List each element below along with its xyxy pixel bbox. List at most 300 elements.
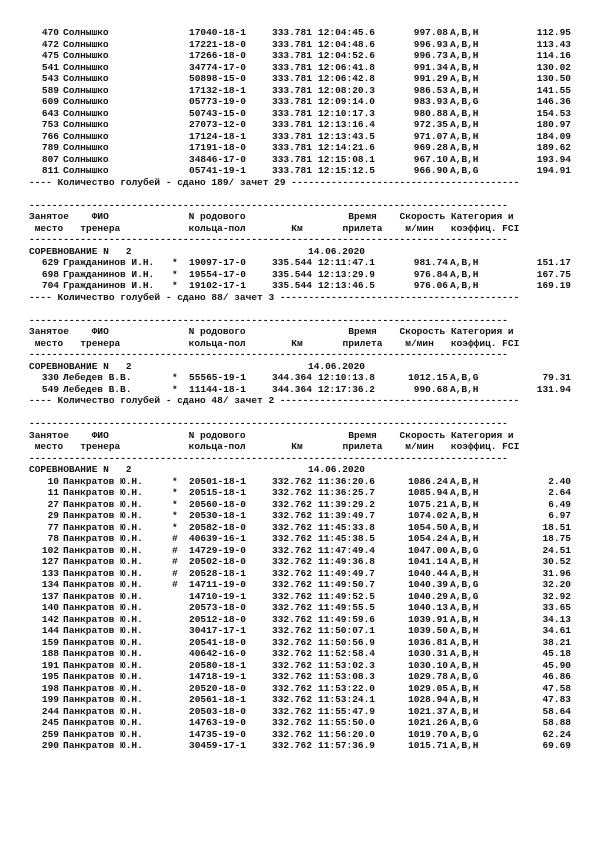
separator-line: ------------------------------------------------------------------------------------	[29, 418, 508, 429]
cell-coefficient: 146.36	[536, 96, 571, 107]
cell-arrival-time: 12:08:20.3	[318, 84, 376, 96]
cell-coefficient: 32.20	[542, 579, 571, 590]
cell-category: A,B,H	[450, 556, 479, 567]
cell-arrival-time: 12:13:43.5	[318, 130, 376, 142]
cell-category: A,B,H	[450, 602, 479, 613]
cell-mark: #	[172, 544, 178, 556]
cell-coefficient: 154.53	[536, 107, 571, 119]
cell-km: 333.781	[272, 142, 312, 153]
cell-ring: 20512-18-0	[189, 613, 247, 625]
cell-arrival-time: 11:36:20.6	[318, 475, 376, 487]
cell-place: 11	[47, 487, 59, 498]
column-header-line-2: место тренера кольца-пол Км прилета м/мин коэффиц. FCI	[29, 337, 520, 349]
cell-arrival-time: 12:10:13.8	[318, 372, 376, 383]
cell-place: 244	[41, 705, 59, 717]
cell-km: 332.762	[272, 498, 312, 510]
cell-speed: 991.34	[413, 61, 448, 73]
cell-ring: 05741-19-1	[189, 165, 247, 176]
summary-line: ---- Количество голубей - сдано 48/ зачет 2 ------------------------------------------	[29, 395, 520, 406]
cell-ring: 17124-18-1	[189, 130, 247, 142]
cell-trainer: Панкратов Ю.Н.	[63, 521, 143, 533]
table-row	[29, 153, 571, 166]
cell-mark: #	[172, 556, 178, 567]
table-row	[29, 625, 571, 637]
table-row	[29, 728, 571, 741]
cell-speed: 967.10	[413, 153, 448, 165]
table-row	[29, 27, 571, 39]
table-row	[29, 694, 571, 706]
cell-trainer: Солнышко	[63, 107, 109, 119]
table-row	[29, 84, 571, 97]
cell-ring: 20515-18-1	[189, 487, 247, 498]
cell-trainer: Панкратов Ю.Н.	[63, 671, 143, 682]
cell-speed: 996.93	[413, 38, 448, 50]
cell-arrival-time: 11:36:25.7	[318, 487, 376, 498]
cell-trainer: Солнышко	[63, 96, 109, 107]
cell-ring: 17132-18-1	[189, 84, 247, 96]
cell-coefficient: 58.64	[542, 705, 571, 717]
cell-arrival-time: 12:11:47.1	[318, 257, 376, 268]
cell-coefficient: 151.17	[536, 257, 571, 268]
cell-coefficient: 194.91	[536, 165, 571, 176]
cell-arrival-time: 12:13:16.4	[318, 119, 376, 130]
table-row	[29, 671, 571, 683]
cell-speed: 969.28	[413, 142, 448, 153]
cell-arrival-time: 12:06:41.8	[318, 61, 376, 73]
cell-trainer: Лебедев В.В.	[63, 383, 132, 395]
cell-coefficient: 167.75	[536, 268, 571, 280]
cell-speed: 1040.44	[408, 567, 448, 579]
table-row	[29, 119, 571, 131]
cell-km: 332.762	[272, 625, 312, 636]
cell-trainer: Солнышко	[63, 27, 109, 38]
cell-place: 753	[41, 119, 59, 130]
cell-category: A,B,H	[450, 487, 479, 498]
cell-coefficient: 6.49	[548, 498, 571, 510]
cell-arrival-time: 11:49:49.7	[318, 567, 376, 579]
cell-coefficient: 34.13	[542, 613, 571, 625]
cell-place: 133	[41, 567, 59, 579]
cell-speed: 1036.81	[408, 636, 448, 648]
cell-trainer: Лебедев В.В.	[63, 372, 132, 383]
cell-ring: 40642-16-0	[189, 648, 247, 659]
table-row	[29, 372, 571, 384]
separator-line: ------------------------------------------------------------------------------------	[29, 452, 508, 464]
cell-ring: 17266-18-0	[189, 50, 247, 61]
cell-ring: 20502-18-0	[189, 556, 247, 567]
cell-km: 333.781	[272, 130, 312, 142]
cell-ring: 20580-18-1	[189, 659, 247, 671]
cell-ring: 34846-17-0	[189, 153, 247, 165]
cell-arrival-time: 11:49:52.5	[318, 590, 376, 602]
cell-speed: 1054.24	[408, 533, 448, 544]
cell-coefficient: 131.94	[536, 383, 571, 395]
cell-trainer: Панкратов Ю.Н.	[63, 740, 143, 751]
cell-ring: 20528-18-1	[189, 567, 247, 579]
cell-place: 543	[41, 73, 59, 84]
cell-category: A,B,H	[450, 73, 479, 84]
table-row	[29, 280, 571, 292]
cell-category: A,B,H	[450, 521, 479, 533]
cell-ring: 20560-18-0	[189, 498, 247, 510]
cell-category: A,B,H	[450, 383, 479, 395]
separator-line: ------------------------------------------------------------------------------------	[29, 314, 508, 326]
cell-trainer: Солнышко	[63, 38, 109, 50]
cell-trainer: Панкратов Ю.Н.	[63, 705, 143, 717]
cell-ring: 11144-18-1	[189, 383, 247, 395]
cell-category: A,B,H	[450, 50, 479, 61]
cell-place: 259	[41, 728, 59, 740]
cell-category: A,B,H	[450, 84, 479, 96]
cell-place: 29	[47, 510, 59, 521]
cell-km: 332.762	[272, 579, 312, 590]
results-document	[29, 27, 571, 752]
cell-ring: 30459-17-1	[189, 740, 247, 751]
cell-speed: 1021.37	[408, 705, 448, 717]
cell-trainer: Солнышко	[63, 73, 109, 84]
cell-coefficient: 47.83	[542, 694, 571, 705]
cell-mark: *	[172, 510, 178, 521]
cell-km: 333.781	[272, 27, 312, 38]
cell-category: A,B,H	[450, 694, 479, 705]
competition-date: 14.06.2020	[308, 464, 366, 475]
cell-speed: 990.68	[413, 383, 448, 395]
cell-category: A,B,G	[450, 671, 479, 682]
table-row	[29, 38, 571, 51]
table-row	[29, 579, 571, 591]
cell-km: 332.762	[272, 556, 312, 567]
competition-line	[29, 246, 519, 258]
cell-speed: 1039.91	[408, 613, 448, 625]
cell-speed: 991.29	[413, 73, 448, 84]
cell-mark: *	[172, 372, 178, 383]
cell-coefficient: 46.86	[542, 671, 571, 682]
cell-coefficient: 141.55	[536, 84, 571, 96]
cell-km: 332.762	[272, 567, 312, 579]
cell-km: 332.762	[272, 475, 312, 487]
cell-place: 704	[41, 280, 59, 291]
cell-km: 333.781	[272, 73, 312, 84]
cell-arrival-time: 11:49:59.6	[318, 613, 376, 625]
column-header-line-1: Занятое ФИО N родового Время Скорость Категория и	[29, 211, 514, 222]
cell-place: 199	[41, 694, 59, 705]
column-header-line-2: место тренера кольца-пол Км прилета м/мин коэффиц. FCI	[29, 441, 520, 452]
cell-place: 77	[47, 521, 59, 533]
cell-trainer: Панкратов Ю.Н.	[63, 487, 143, 498]
cell-arrival-time: 11:39:49.7	[318, 510, 376, 521]
cell-category: A,B,H	[450, 613, 479, 625]
summary-line: ---- Количество голубей - сдано 189/ зачет 29 ----------------------------------------	[29, 176, 520, 188]
cell-ring: 27073-12-0	[189, 119, 247, 130]
cell-place: 10	[47, 475, 59, 487]
competition-title: СОРЕВНОВАНИЕ N 2	[29, 464, 132, 475]
cell-km: 333.781	[272, 50, 312, 61]
cell-arrival-time: 12:10:17.3	[318, 107, 376, 119]
cell-arrival-time: 11:57:36.9	[318, 740, 376, 751]
cell-speed: 1040.13	[408, 602, 448, 613]
cell-ring: 50743-15-0	[189, 107, 247, 119]
cell-km: 332.762	[272, 682, 312, 694]
cell-mark: *	[172, 498, 178, 510]
cell-speed: 1030.31	[408, 648, 448, 659]
cell-coefficient: 32.92	[542, 590, 571, 602]
cell-trainer: Солнышко	[63, 153, 109, 165]
cell-place: 470	[41, 27, 59, 38]
cell-category: A,B,G	[450, 717, 479, 728]
cell-speed: 1028.94	[408, 694, 448, 705]
cell-place: 589	[41, 84, 59, 96]
cell-trainer: Солнышко	[63, 119, 109, 130]
cell-place: 766	[41, 130, 59, 142]
cell-place: 137	[41, 590, 59, 602]
cell-arrival-time: 12:17:36.2	[318, 383, 376, 395]
cell-place: 811	[41, 165, 59, 176]
cell-place: 127	[41, 556, 59, 567]
cell-km: 332.762	[272, 671, 312, 682]
table-row	[29, 602, 571, 614]
table-row	[29, 383, 571, 396]
cell-category: A,B,H	[450, 268, 479, 280]
cell-coefficient: 79.31	[542, 372, 571, 383]
cell-place: 290	[41, 740, 59, 751]
cell-trainer: Панкратов Ю.Н.	[63, 556, 143, 567]
cell-speed: 983.93	[413, 96, 448, 107]
cell-trainer: Панкратов Ю.Н.	[63, 567, 143, 579]
cell-coefficient: 130.50	[536, 73, 571, 84]
cell-km: 333.781	[272, 84, 312, 96]
cell-place: 541	[41, 61, 59, 73]
table-row	[29, 268, 571, 281]
cell-coefficient: 18.75	[542, 533, 571, 544]
cell-category: A,B,H	[450, 257, 479, 268]
cell-trainer: Солнышко	[63, 84, 109, 96]
table-row	[29, 50, 571, 62]
separator-line: ------------------------------------------------------------------------------------	[29, 349, 508, 360]
cell-speed: 1085.94	[408, 487, 448, 498]
cell-trainer: Панкратов Ю.Н.	[63, 694, 143, 705]
cell-speed: 997.08	[413, 27, 448, 38]
cell-km: 332.762	[272, 740, 312, 751]
cell-km: 335.544	[272, 268, 312, 280]
cell-category: A,B,H	[450, 142, 479, 153]
cell-speed: 1054.50	[408, 521, 448, 533]
cell-place: 807	[41, 153, 59, 165]
table-row	[29, 533, 571, 545]
cell-speed: 976.84	[413, 268, 448, 280]
cell-place: 475	[41, 50, 59, 61]
cell-trainer: Солнышко	[63, 130, 109, 142]
cell-trainer: Панкратов Ю.Н.	[63, 613, 143, 625]
cell-ring: 55565-19-1	[189, 372, 247, 383]
cell-category: A,B,H	[450, 625, 479, 636]
cell-place: 698	[41, 268, 59, 280]
cell-place: 195	[41, 671, 59, 682]
cell-trainer: Солнышко	[63, 165, 109, 176]
cell-mark: *	[172, 257, 178, 268]
cell-category: A,B,H	[450, 659, 479, 671]
cell-km: 333.781	[272, 107, 312, 119]
cell-ring: 17191-18-0	[189, 142, 247, 153]
cell-arrival-time: 12:14:21.6	[318, 142, 376, 153]
table-row	[29, 107, 571, 120]
cell-coefficient: 47.58	[542, 682, 571, 694]
cell-km: 332.762	[272, 487, 312, 498]
cell-coefficient: 113.43	[536, 38, 571, 50]
cell-km: 335.544	[272, 280, 312, 291]
cell-speed: 966.90	[413, 165, 448, 176]
cell-place: 472	[41, 38, 59, 50]
cell-coefficient: 45.90	[542, 659, 571, 671]
cell-coefficient: 184.09	[536, 130, 571, 142]
cell-ring: 20561-18-1	[189, 694, 247, 705]
cell-speed: 1030.10	[408, 659, 448, 671]
table-row	[29, 96, 571, 108]
cell-arrival-time: 12:13:46.5	[318, 280, 376, 291]
cell-trainer: Панкратов Ю.Н.	[63, 498, 143, 510]
cell-arrival-time: 11:53:08.3	[318, 671, 376, 682]
cell-place: 198	[41, 682, 59, 694]
cell-speed: 1040.39	[408, 579, 448, 590]
cell-arrival-time: 12:09:14.0	[318, 96, 376, 107]
cell-km: 333.781	[272, 96, 312, 107]
cell-arrival-time: 11:53:22.0	[318, 682, 376, 694]
separator-line: ------------------------------------------------------------------------------------	[29, 199, 508, 211]
cell-km: 332.762	[272, 602, 312, 613]
cell-category: A,B,H	[450, 682, 479, 694]
cell-ring: 19554-17-0	[189, 268, 247, 280]
table-row	[29, 648, 571, 660]
table-row	[29, 257, 571, 269]
cell-ring: 50898-15-0	[189, 73, 247, 84]
cell-category: A,B,G	[450, 728, 479, 740]
cell-speed: 1015.71	[408, 740, 448, 751]
cell-km: 333.781	[272, 153, 312, 165]
cell-speed: 1086.24	[408, 475, 448, 487]
cell-arrival-time: 11:50:07.1	[318, 625, 376, 636]
cell-place: 159	[41, 636, 59, 648]
column-header-line-1: Занятое ФИО N родового Время Скорость Категория и	[29, 326, 514, 337]
cell-place: 144	[41, 625, 59, 636]
cell-category: A,B,H	[450, 567, 479, 579]
cell-category: A,B,H	[450, 533, 479, 544]
cell-arrival-time: 12:06:42.8	[318, 73, 376, 84]
cell-km: 332.762	[272, 705, 312, 717]
cell-km: 332.762	[272, 521, 312, 533]
cell-ring: 20501-18-1	[189, 475, 247, 487]
cell-coefficient: 38.21	[542, 636, 571, 648]
cell-coefficient: 24.51	[542, 544, 571, 556]
cell-km: 332.762	[272, 590, 312, 602]
cell-ring: 20582-18-0	[189, 521, 247, 533]
cell-category: A,B,G	[450, 165, 479, 176]
cell-km: 333.781	[272, 119, 312, 130]
cell-speed: 1021.26	[408, 717, 448, 728]
cell-arrival-time: 12:15:12.5	[318, 165, 376, 176]
cell-trainer: Панкратов Ю.Н.	[63, 659, 143, 671]
table-row	[29, 498, 571, 511]
cell-coefficient: 169.19	[536, 280, 571, 291]
cell-coefficient: 180.97	[536, 119, 571, 130]
cell-ring: 20503-18-0	[189, 705, 247, 717]
cell-arrival-time: 11:56:20.0	[318, 728, 376, 740]
table-row	[29, 590, 571, 603]
cell-km: 332.762	[272, 659, 312, 671]
cell-trainer: Панкратов Ю.Н.	[63, 590, 143, 602]
cell-speed: 1039.50	[408, 625, 448, 636]
cell-place: 549	[41, 383, 59, 395]
cell-ring: 20520-18-0	[189, 682, 247, 694]
cell-place: 643	[41, 107, 59, 119]
cell-ring: 30417-17-1	[189, 625, 247, 636]
cell-trainer: Гражданинов И.Н.	[63, 268, 155, 280]
cell-arrival-time: 12:04:45.6	[318, 27, 376, 38]
cell-place: 27	[47, 498, 59, 510]
cell-arrival-time: 11:50:56.9	[318, 636, 376, 648]
competition-date: 14.06.2020	[308, 360, 366, 372]
cell-trainer: Панкратов Ю.Н.	[63, 648, 143, 659]
cell-speed: 972.35	[413, 119, 448, 130]
table-row	[29, 567, 571, 580]
cell-coefficient: 34.61	[542, 625, 571, 636]
cell-coefficient: 30.52	[542, 556, 571, 567]
cell-trainer: Солнышко	[63, 61, 109, 73]
cell-ring: 20541-18-0	[189, 636, 247, 648]
cell-km: 332.762	[272, 694, 312, 705]
cell-mark: *	[172, 475, 178, 487]
cell-trainer: Солнышко	[63, 50, 109, 61]
cell-ring: 14711-19-0	[189, 579, 247, 590]
table-row	[29, 636, 571, 649]
separator-line: ------------------------------------------------------------------------------------	[29, 234, 508, 245]
cell-arrival-time: 11:49:55.5	[318, 602, 376, 613]
cell-arrival-time: 11:55:47.9	[318, 705, 376, 717]
cell-coefficient: 2.40	[548, 475, 571, 487]
cell-km: 332.762	[272, 510, 312, 521]
cell-trainer: Панкратов Ю.Н.	[63, 533, 143, 544]
cell-coefficient: 112.95	[536, 27, 571, 38]
cell-ring: 17221-18-0	[189, 38, 247, 50]
cell-trainer: Гражданинов И.Н.	[63, 257, 155, 268]
cell-trainer: Панкратов Ю.Н.	[63, 475, 143, 487]
competition-date: 14.06.2020	[308, 245, 366, 257]
cell-trainer: Панкратов Ю.Н.	[63, 682, 143, 694]
cell-coefficient: 114.16	[536, 50, 571, 61]
cell-speed: 976.06	[413, 280, 448, 291]
cell-speed: 1019.70	[408, 728, 448, 740]
cell-coefficient: 18.51	[542, 521, 571, 533]
cell-arrival-time: 12:04:52.6	[318, 50, 376, 61]
cell-ring: 05773-19-0	[189, 96, 247, 107]
cell-category: A,B,H	[450, 475, 479, 487]
cell-speed: 1040.29	[408, 590, 448, 602]
cell-arrival-time: 11:45:38.5	[318, 533, 376, 544]
cell-ring: 40639-16-1	[189, 533, 247, 544]
cell-coefficient: 193.94	[536, 153, 571, 165]
table-row	[29, 717, 571, 729]
table-row	[29, 487, 571, 499]
cell-coefficient: 31.96	[542, 567, 571, 579]
cell-ring: 14710-19-1	[189, 590, 247, 602]
cell-coefficient: 62.24	[542, 728, 571, 740]
cell-trainer: Панкратов Ю.Н.	[63, 510, 143, 521]
cell-mark: *	[172, 521, 178, 533]
table-row	[29, 613, 571, 626]
cell-place: 609	[41, 96, 59, 107]
cell-km: 332.762	[272, 636, 312, 648]
cell-ring: 20573-18-0	[189, 602, 247, 613]
cell-place: 78	[47, 533, 59, 544]
cell-mark: *	[172, 280, 178, 291]
